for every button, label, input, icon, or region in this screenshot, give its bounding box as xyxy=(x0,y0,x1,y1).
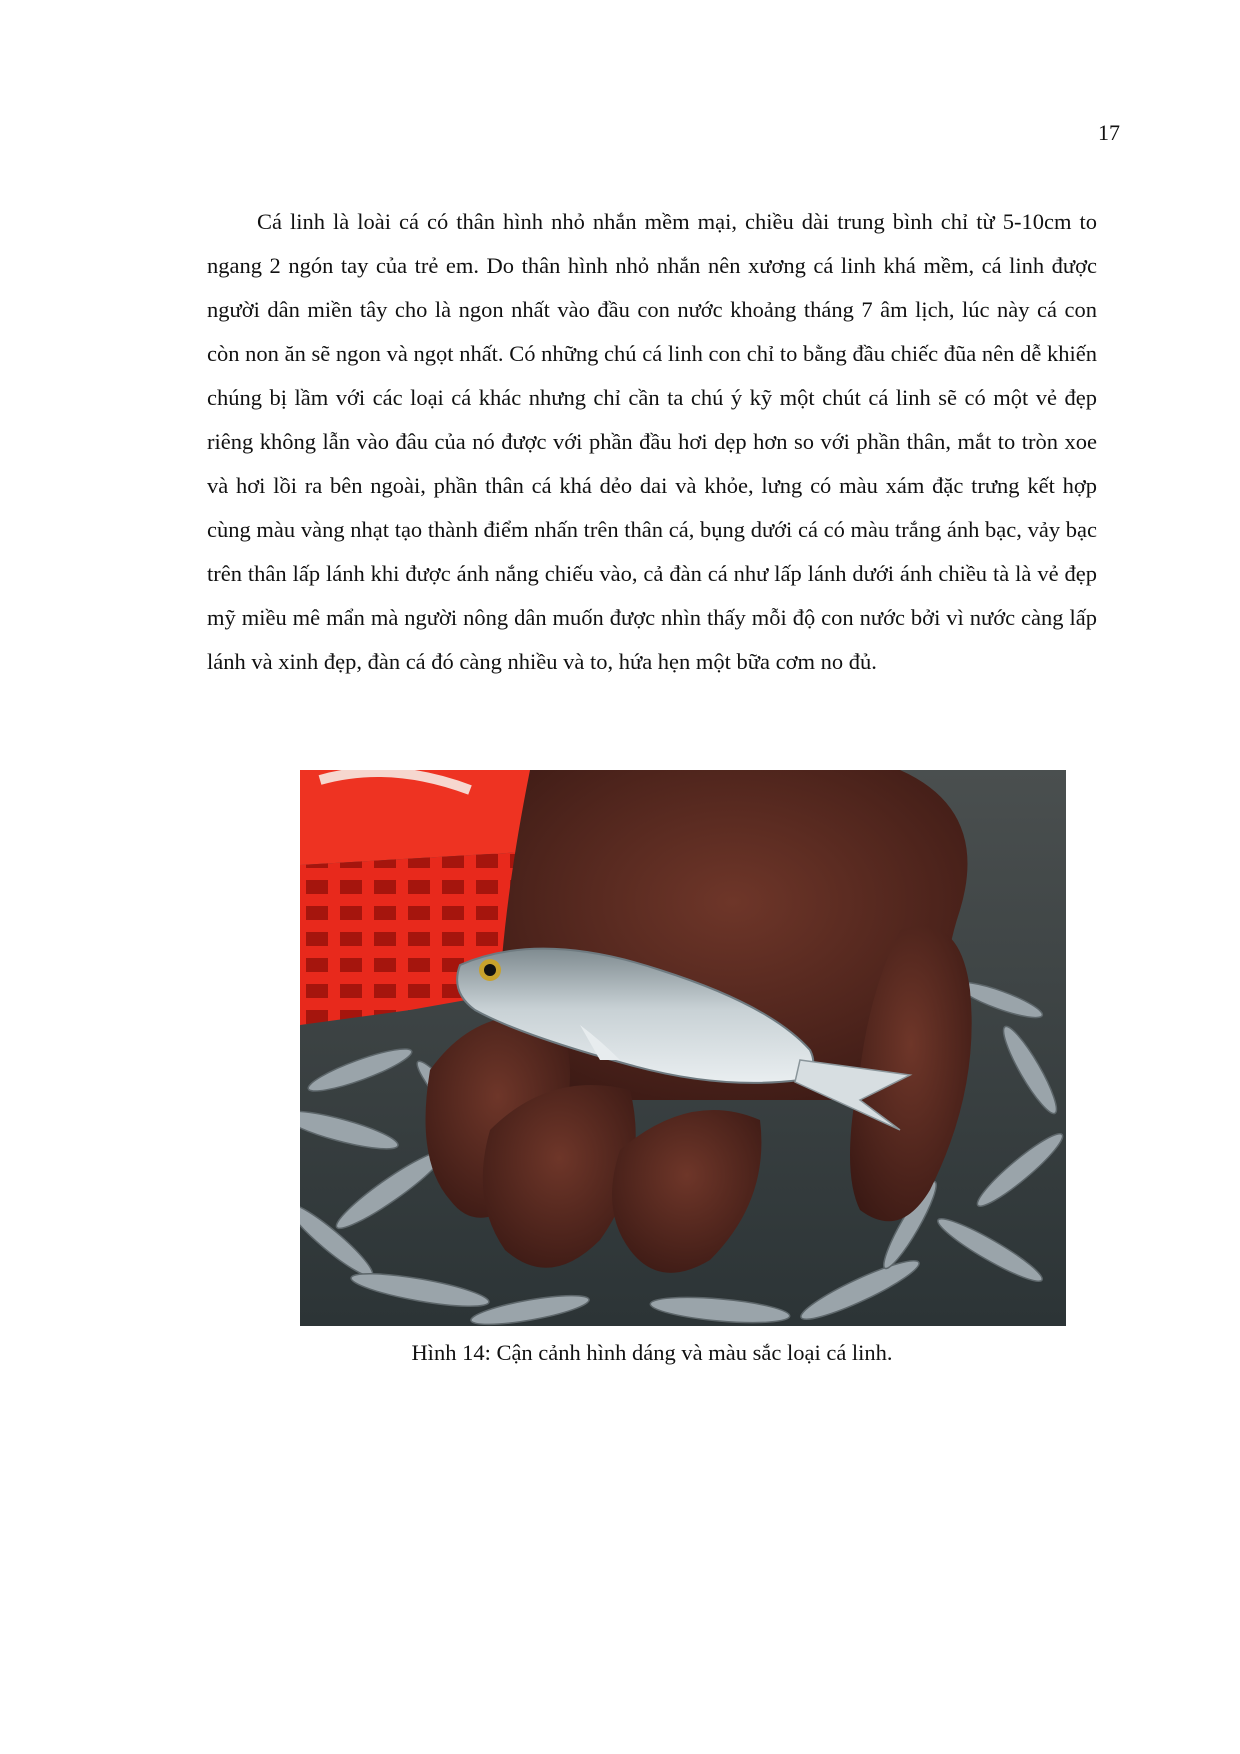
figure-photo xyxy=(300,770,1066,1326)
figure-caption: Hình 14: Cận cảnh hình dáng và màu sắc loại cá linh. xyxy=(411,1340,893,1365)
fish-in-hand-photo xyxy=(300,770,1066,1326)
body-paragraph: Cá linh là loài cá có thân hình nhỏ nhắn mềm mại, chiều dài trung bình chỉ từ 5-10cm to ngang 2 ngón tay của trẻ em. Do thân hình nhỏ nhắn nên xương cá linh khá mềm, cá linh được người dân miền tây cho là ngon nhất vào đầu con nước khoảng tháng 7 âm lịch, lúc này cá con còn non ăn sẽ ngon và ngọt nhất. Có những chú cá linh con chỉ to bằng đầu chiếc đũa nên dễ khiến chúng bị lầm với các loại cá khác nhưng chỉ cần ta chú ý kỹ một chút cá linh sẽ có một vẻ đẹp riêng không lẫn vào đâu của nó được với phần đầu hơi dẹp hơn so với phần thân, mắt to tròn xoe và hơi lồi ra bên ngoài, phần thân cá khá dẻo dai và khỏe, lưng có màu xám đặc trưng kết hợp cùng màu vàng nhạt tạo thành điểm nhấn trên thân cá, bụng dưới cá có màu trắng ánh bạc, vảy bạc trên thân lấp lánh khi được ánh nắng chiếu vào, cả đàn cá như lấp lánh dưới ánh chiều tà là vẻ đẹp mỹ miều mê mẩn mà người nông dân muốn được nhìn thấy mỗi độ con nước bởi vì nước càng lấp lánh và xinh đẹp, đàn cá đó càng nhiều và to, hứa hẹn một bữa cơm no đủ. xyxy=(207,209,1097,674)
page-number: 17 xyxy=(1098,120,1120,145)
